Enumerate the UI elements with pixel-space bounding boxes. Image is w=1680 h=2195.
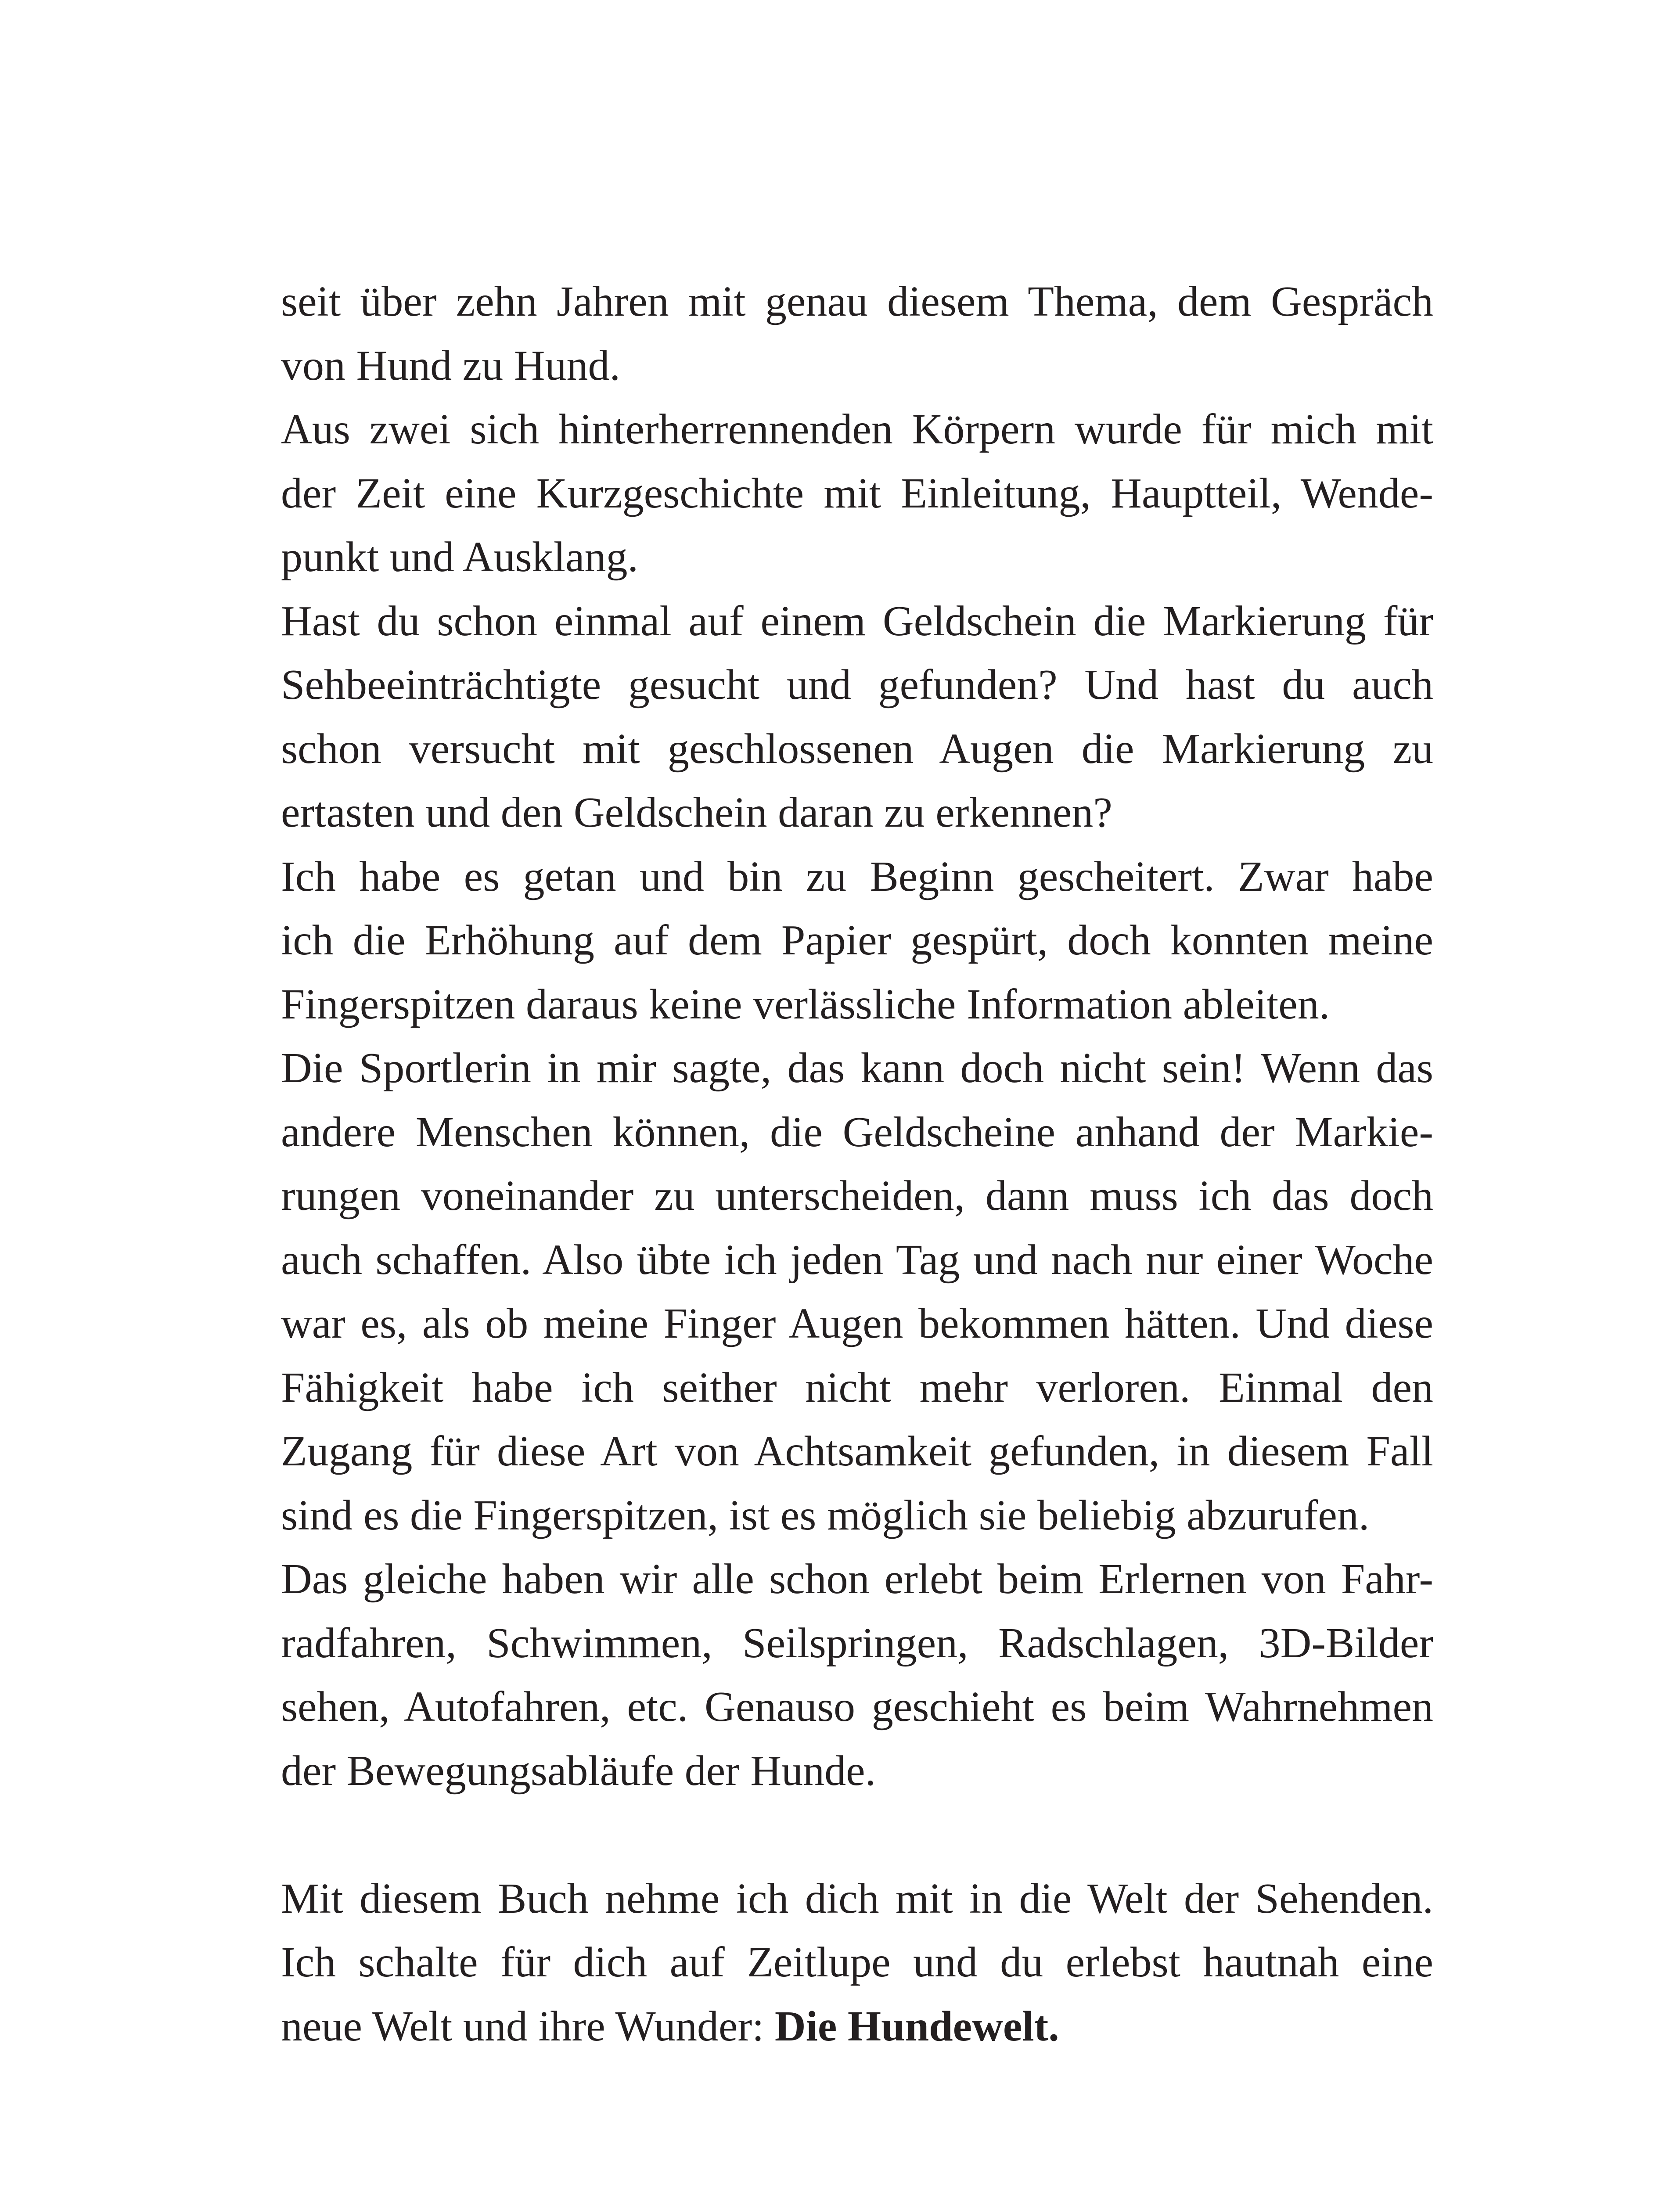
text-line: Aus zwei sich hinterherrennenden Körpern wurde für mich mit [281, 406, 1433, 453]
text-line: schon versucht mit geschlossenen Augen die Markierung zu [281, 725, 1433, 773]
text-line: radfahren, Schwimmen, Seilspringen, Radschlagen, 3D-Bilder [281, 1619, 1433, 1667]
paragraph [281, 845, 1433, 1037]
paragraph [281, 590, 1433, 845]
text-line: seit über zehn Jahren mit genau diesem Thema, dem Gespräch [281, 278, 1433, 325]
closing-line-text: neue Welt und ihre Wunder: [281, 2002, 775, 2050]
text-line: Hast du schon einmal auf einem Geldschein die Markierung für [281, 597, 1433, 645]
paragraphs [281, 270, 1433, 1803]
text-line: Zugang für diese Art von Achtsamkeit gefunden, in diesem Fall [281, 1428, 1433, 1475]
paragraph-gap [281, 1803, 1433, 1867]
paragraph [281, 1036, 1433, 1547]
paragraph [281, 270, 1433, 398]
text-line: Die Sportlerin in mir sagte, das kann doch nicht sein! Wenn das [281, 1044, 1433, 1092]
text-line: Fähigkeit habe ich seither nicht mehr verloren. Einmal den [281, 1364, 1433, 1411]
text-line: Fingerspitzen daraus keine verlässliche Information ableiten. [281, 980, 1330, 1028]
closing-emphasis: Die Hundewelt. [774, 2002, 1059, 2050]
text-line: sind es die Fingerspitzen, ist es möglich sie beliebig abzurufen. [281, 1491, 1370, 1539]
paragraph [281, 1547, 1433, 1803]
text-line: von Hund zu Hund. [281, 342, 621, 389]
text-line: rungen voneinander zu unterscheiden, dann muss ich das doch [281, 1172, 1433, 1220]
text-line: Sehbeeinträchtigte gesucht und gefunden? Und hast du auch [281, 661, 1433, 709]
paragraph [281, 398, 1433, 590]
closing-line [281, 1995, 1433, 2059]
closing-line: Ich schalte für dich auf Zeitlupe und du erlebst hautnah eine [281, 1939, 1433, 1986]
text-line: der Zeit eine Kurzgeschichte mit Einleitung, Hauptteil, Wende- [281, 469, 1433, 517]
text-line: ich die Erhöhung auf dem Papier gespürt, doch konnten meine [281, 917, 1433, 964]
text-line: war es, als ob meine Finger Augen bekommen hätten. Und diese [281, 1300, 1433, 1347]
body-text [281, 270, 1433, 2058]
closing-line: Mit diesem Buch nehme ich dich mit in die Welt der Sehenden. [281, 1875, 1433, 1922]
text-line: Ich habe es getan und bin zu Beginn gescheitert. Zwar habe [281, 853, 1433, 900]
text-line: punkt und Ausklang. [281, 533, 638, 581]
text-line: auch schaffen. Also übte ich jeden Tag und nach nur einer Woche [281, 1236, 1433, 1284]
text-line: andere Menschen können, die Geldscheine anhand der Markie- [281, 1108, 1433, 1156]
closing-paragraph [281, 1867, 1433, 2059]
text-line: ertasten und den Geldschein daran zu erkennen? [281, 789, 1112, 836]
text-line: der Bewegungsabläufe der Hunde. [281, 1747, 876, 1795]
text-line: Das gleiche haben wir alle schon erlebt beim Erlernen von Fahr- [281, 1555, 1433, 1603]
text-line: sehen, Autofahren, etc. Genauso geschieht es beim Wahrnehmen [281, 1683, 1433, 1731]
